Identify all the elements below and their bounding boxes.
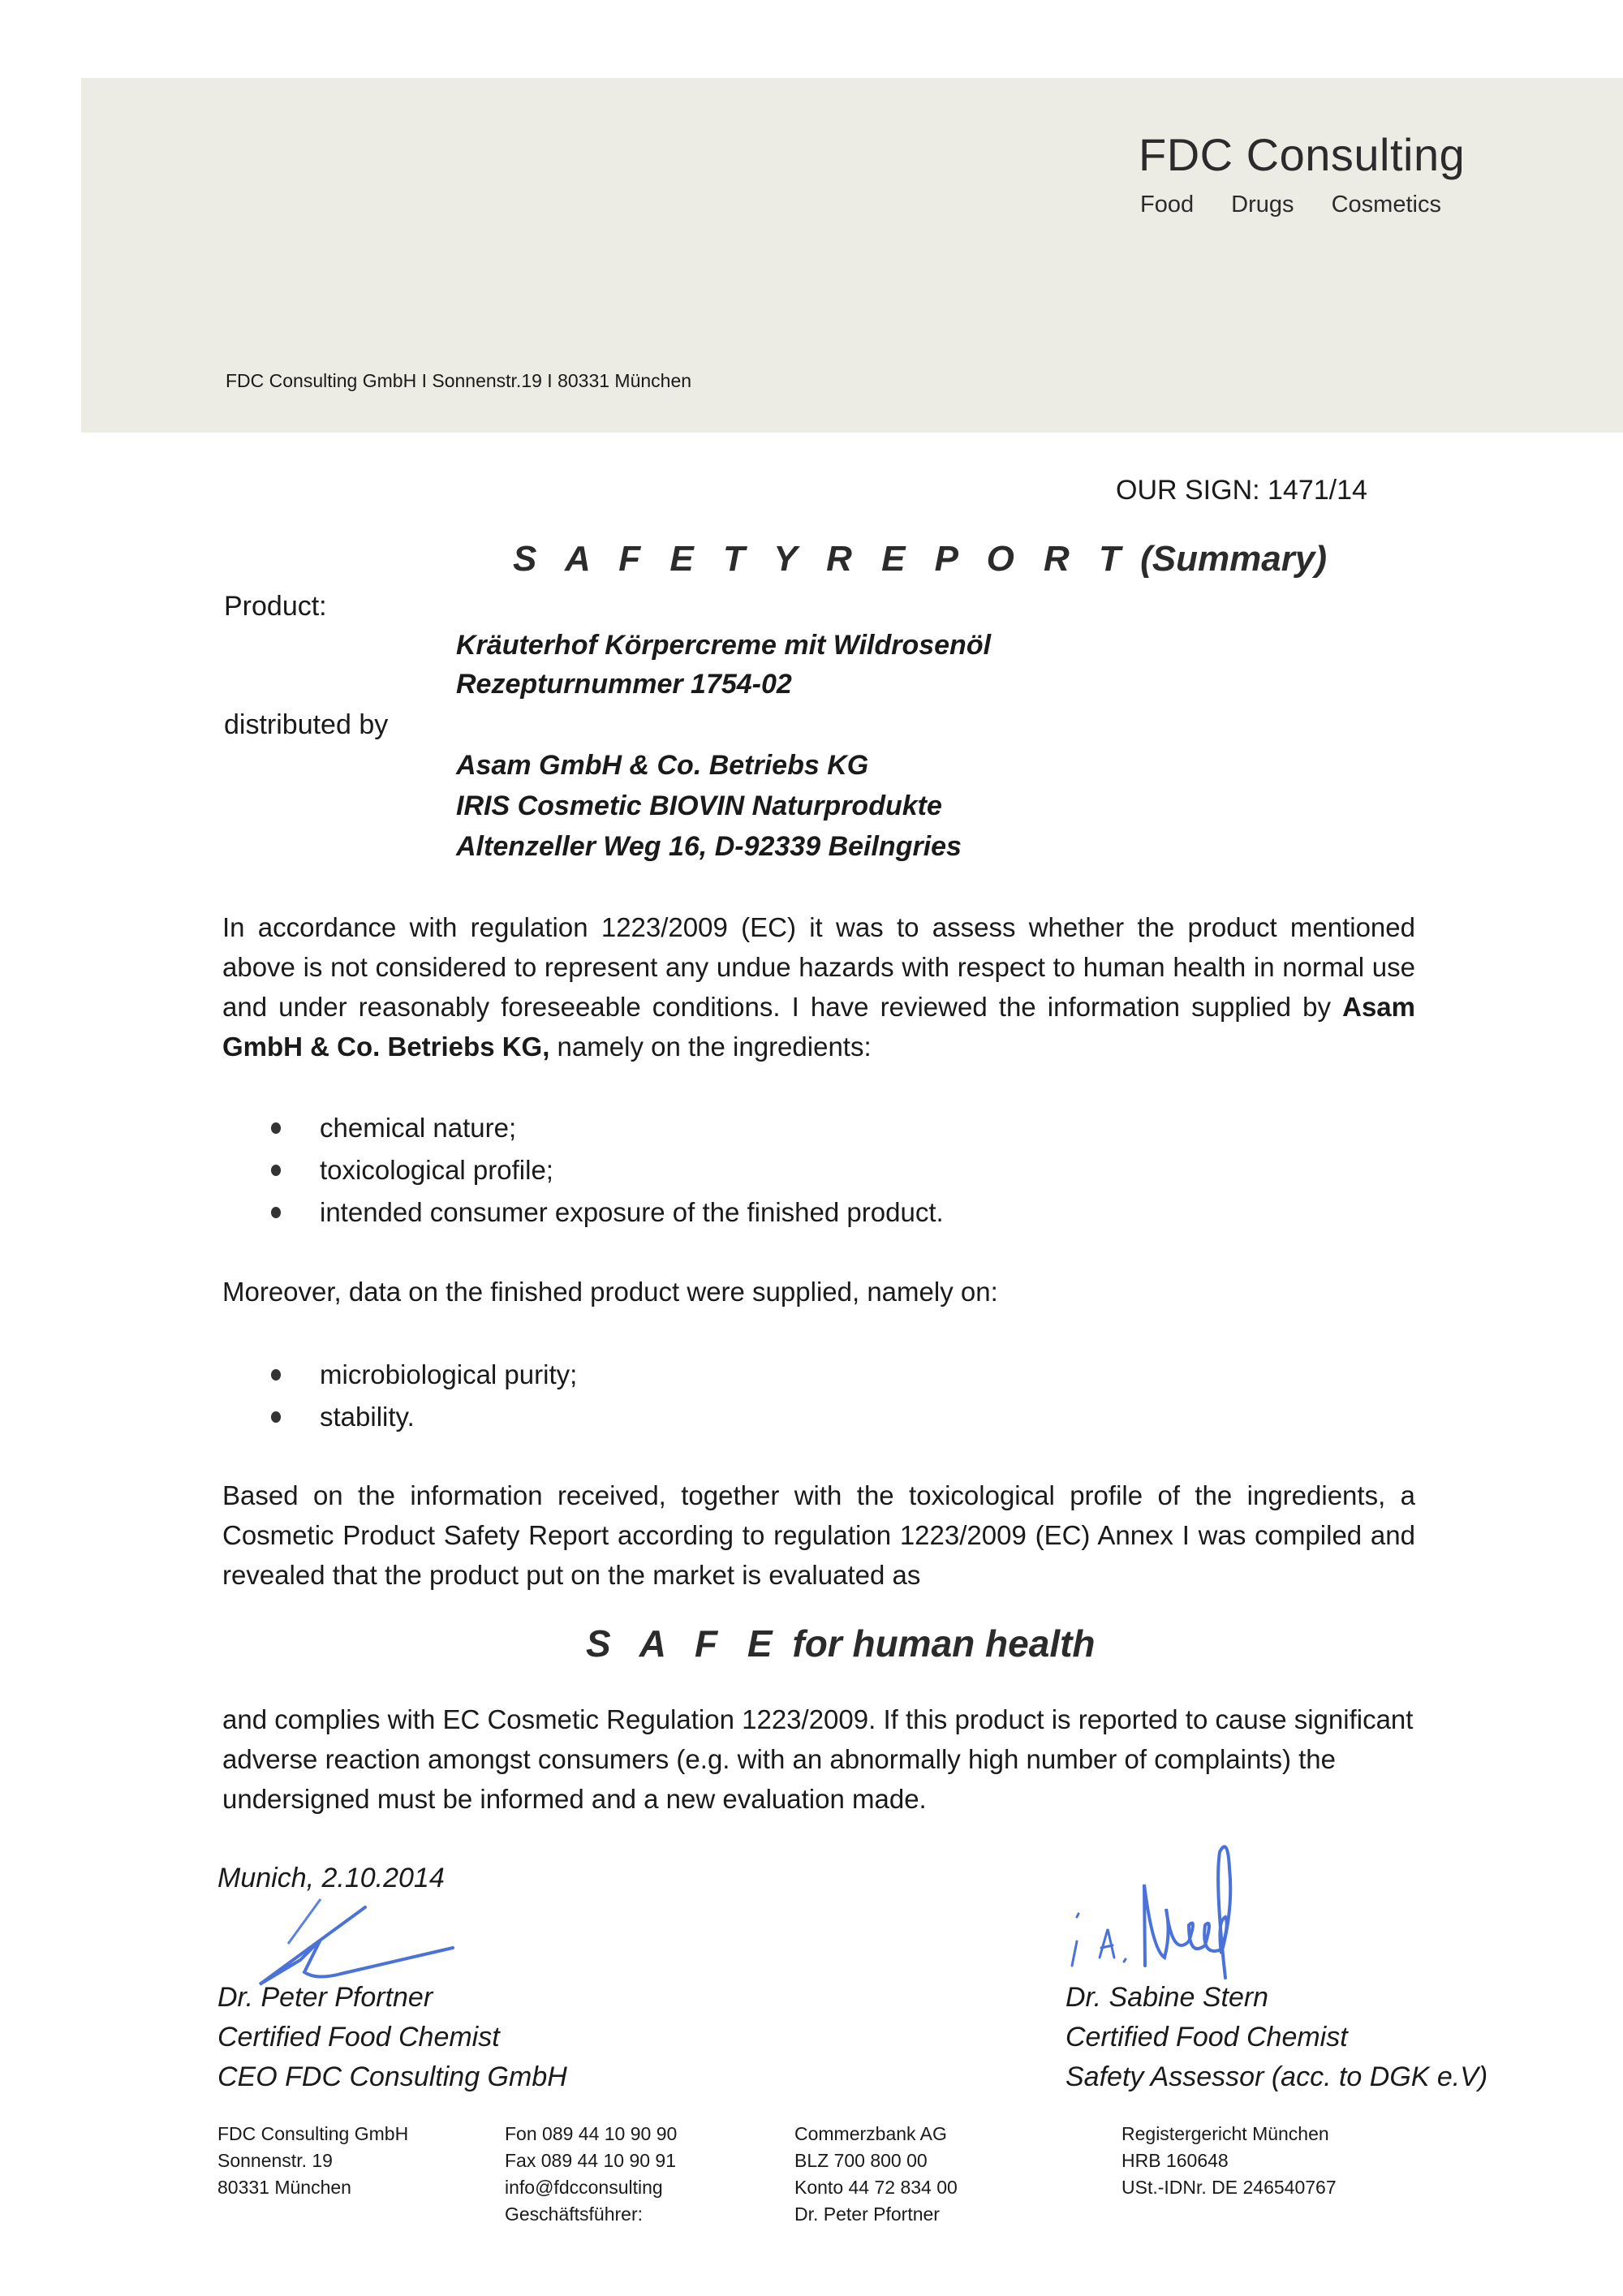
distributor-line-3: Altenzeller Weg 16, D-92339 Beilngries xyxy=(456,831,962,862)
our-sign-reference: OUR SIGN: 1471/14 xyxy=(1116,475,1367,506)
right-signatory-role-1: Certified Food Chemist xyxy=(1065,2022,1348,2053)
footer-city: 80331 München xyxy=(217,2177,351,2198)
report-title xyxy=(513,539,1327,579)
safe-verdict-word: S A F E xyxy=(586,1622,782,1665)
list-item: microbiological purity; xyxy=(268,1354,577,1396)
footer-fax: Fax 089 44 10 90 91 xyxy=(505,2150,676,2171)
footer-company: FDC Consulting GmbH xyxy=(217,2123,409,2144)
signature-pfortner-icon xyxy=(243,1883,519,1988)
ingredient-bullet-list xyxy=(268,1107,944,1234)
based-on-paragraph: Based on the information received, together with the toxicological profile of the ingredients, a Cosmetic Product Safety Report according to regulation 1223/2009 (EC) Annex I was compiled and revealed that the product put on the market is evaluated as xyxy=(222,1480,1415,1590)
left-signatory-role-1: Certified Food Chemist xyxy=(217,2022,500,2053)
product-name: Kräuterhof Körpercreme mit Wildrosenöl xyxy=(456,630,992,661)
tagline-food: Food xyxy=(1140,192,1195,218)
safe-verdict xyxy=(586,1622,1096,1665)
footer-street: Sonnenstr. 19 xyxy=(217,2150,333,2171)
left-signatory-role-2: CEO FDC Consulting GmbH xyxy=(217,2061,567,2092)
distributor-label: distributed by xyxy=(224,709,389,740)
tagline-drugs: Drugs xyxy=(1231,192,1294,218)
company-tagline xyxy=(1140,192,1441,218)
footer-email: info@fdcconsulting xyxy=(505,2177,663,2198)
list-item: intended consumer exposure of the finished product. xyxy=(268,1191,944,1234)
footer-bank-name: Commerzbank AG xyxy=(794,2123,947,2144)
footer-registry-column xyxy=(1121,2121,1337,2201)
footer-hrb: HRB 160648 xyxy=(1121,2150,1229,2171)
footer-court: Registergericht München xyxy=(1121,2123,1329,2144)
distributor-line-1: Asam GmbH & Co. Betriebs KG xyxy=(456,750,869,781)
safe-verdict-rest: for human health xyxy=(792,1622,1096,1665)
intro-paragraph xyxy=(222,907,1415,1066)
list-item: chemical nature; xyxy=(268,1107,944,1149)
sender-address-line: FDC Consulting GmbH I Sonnenstr.19 I 80331 München xyxy=(226,370,692,391)
distributor-line-2: IRIS Cosmetic BIOVIN Naturprodukte xyxy=(456,790,942,821)
report-title-suffix: (Summary) xyxy=(1140,539,1327,579)
left-signatory-block xyxy=(217,1978,567,2097)
footer-contact-column xyxy=(505,2121,677,2228)
footer-address-column xyxy=(217,2121,408,2201)
footer-vat-id: USt.-IDNr. DE 246540767 xyxy=(1121,2177,1337,2198)
footer-managing-director-name: Dr. Peter Pfortner xyxy=(794,2203,940,2225)
right-signatory-role-2: Safety Assessor (acc. to DGK e.V) xyxy=(1065,2061,1488,2092)
company-logo-title: FDC Consulting xyxy=(1139,129,1466,180)
footer-account: Konto 44 72 834 00 xyxy=(794,2177,958,2198)
right-signatory-block xyxy=(1065,1978,1487,2097)
product-data-bullet-list xyxy=(268,1354,577,1438)
product-recipe-number: Rezepturnummer 1754-02 xyxy=(456,669,792,700)
list-item: stability. xyxy=(268,1396,577,1438)
intro-text-1: In accordance with regulation 1223/2009 (EC) it was to assess whether the product mentioned above is not considered to represent any undue hazards with respect to human health in normal use and under reasonably foreseeable conditions. I have reviewed the information supplied by xyxy=(222,912,1415,1022)
right-signatory-name: Dr. Sabine Stern xyxy=(1065,1982,1269,2013)
footer-bank-column xyxy=(794,2121,958,2228)
place-and-date: Munich, 2.10.2014 xyxy=(217,1863,445,1893)
left-signatory-name: Dr. Peter Pfortner xyxy=(217,1982,433,2013)
product-label: Product: xyxy=(224,591,327,622)
moreover-paragraph: Moreover, data on the finished product were supplied, namely on: xyxy=(222,1277,998,1307)
footer-phone: Fon 089 44 10 90 90 xyxy=(505,2123,678,2144)
list-item: toxicological profile; xyxy=(268,1149,944,1191)
signature-stern-icon xyxy=(1067,1836,1246,1990)
footer-managing-director-label: Geschäftsführer: xyxy=(505,2203,644,2225)
intro-text-2: namely on the ingredients: xyxy=(549,1032,872,1062)
footer-blz: BLZ 700 800 00 xyxy=(794,2150,928,2171)
complies-paragraph: and complies with EC Cosmetic Regulation 1223/2009. If this product is reported to cause significant adverse reaction amongst consumers (e.g. with an abnormally high number of complaints) the undersigned must be informed and a new evaluation made. xyxy=(222,1704,1414,1814)
tagline-cosmetics: Cosmetics xyxy=(1331,192,1441,218)
report-title-main: S A F E T Y R E P O R T xyxy=(513,539,1130,579)
intro-company-bold: Asam GmbH & Co. Betriebs KG, xyxy=(222,992,1415,1062)
